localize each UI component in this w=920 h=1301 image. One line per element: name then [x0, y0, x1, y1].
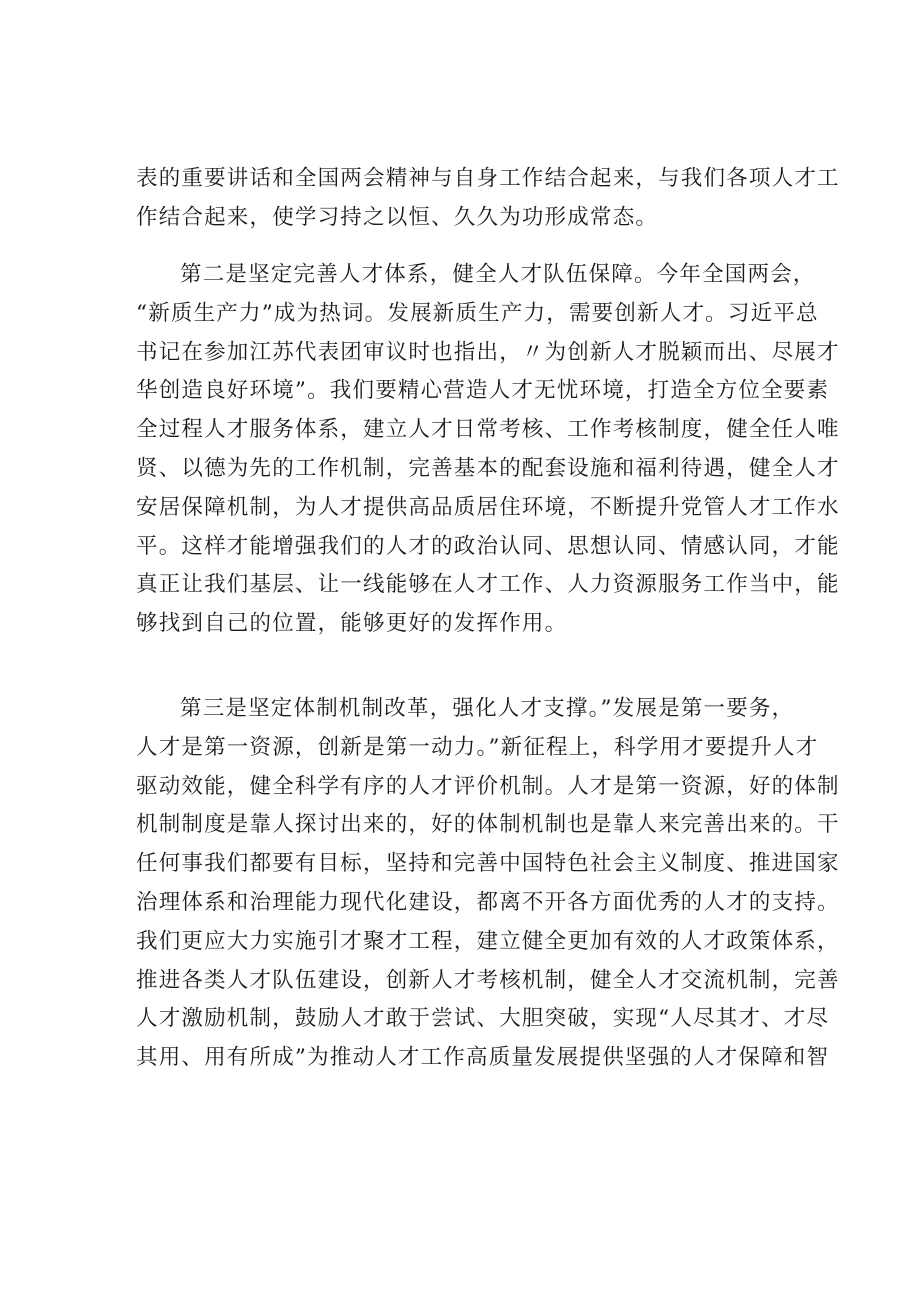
paragraph-line: 人才是第一资源，创新是第一动力。”新征程上，科学用才要提升人才	[136, 734, 819, 760]
paragraph-line: 机制制度是靠人探讨出来的，好的体制机制也是靠人来完善出来的。干	[136, 812, 840, 838]
paragraph-line: 第三是坚定体制机制改革，强化人才支撑。”发展是第一要务，	[180, 696, 795, 721]
paragraph-line: 真正让我们基层、让一线能够在人才工作、人力资源服务工作当中，能	[136, 572, 840, 598]
paragraph-line: 推进各类人才队伍建设，创新人才考核机制，健全人才交流机制，完善	[136, 967, 840, 993]
paragraph-line: 任何事我们都要有目标，坚持和完善中国特色社会主义制度、推进国家	[136, 851, 840, 877]
paragraph-line: 华创造良好环境”。我们要精心营造人才无忧环境，打造全方位全要素	[136, 378, 830, 404]
paragraph-line: 书记在参加江苏代表团审议时也指出，〃为创新人才脱颖而出、尽展才	[136, 339, 840, 365]
paragraph-line: 治理体系和治理能力现代化建设，都离不开各方面优秀的人才的支持。	[136, 889, 840, 915]
paragraph-line: 人才激励机制，鼓励人才敢于尝试、大胆突破，实现“人尽其才、才尽	[136, 1006, 830, 1032]
paragraph-line: 够找到自己的位置，能够更好的发挥作用。	[136, 611, 568, 637]
paragraph-line: 第二是坚定完善人才体系，健全人才队伍保障。今年全国两会，	[180, 262, 816, 287]
paragraph-2	[136, 256, 840, 644]
paragraph-line: 我们更应大力实施引才聚才工程，建立健全更加有效的人才政策体系，	[136, 928, 840, 954]
paragraph-line: 作结合起来，使学习持之以恒、久久为功形成常态。	[136, 204, 659, 230]
paragraph-line: 其用、用有所成”为推动人才工作高质量发展提供坚强的人才保障和智	[136, 1045, 830, 1071]
paragraph-line: 安居保障机制，为人才提供高品质居住环境，不断提升党管人才工作水	[136, 494, 840, 520]
paragraph-line: 贤、以德为先的工作机制，完善基本的配套设施和福利待遇，健全人才	[136, 455, 840, 481]
paragraph-line: 驱动效能，健全科学有序的人才评价机制。人才是第一资源，好的体制	[136, 773, 840, 799]
paragraph-1	[136, 160, 840, 238]
paragraph-line: “新质生产力”成为热词。发展新质生产力，需要创新人才。习近平总	[136, 300, 819, 326]
paragraph-line: 表的重要讲话和全国两会精神与自身工作结合起来，与我们各项人才工	[136, 166, 840, 191]
paragraph-line: 平。这样才能增强我们的人才的政治认同、思想认同、情感认同，才能	[136, 533, 840, 559]
paragraph-3	[136, 690, 840, 1078]
paragraph-line: 全过程人才服务体系，建立人才日常考核、工作考核制度，健全任人唯	[136, 417, 840, 443]
